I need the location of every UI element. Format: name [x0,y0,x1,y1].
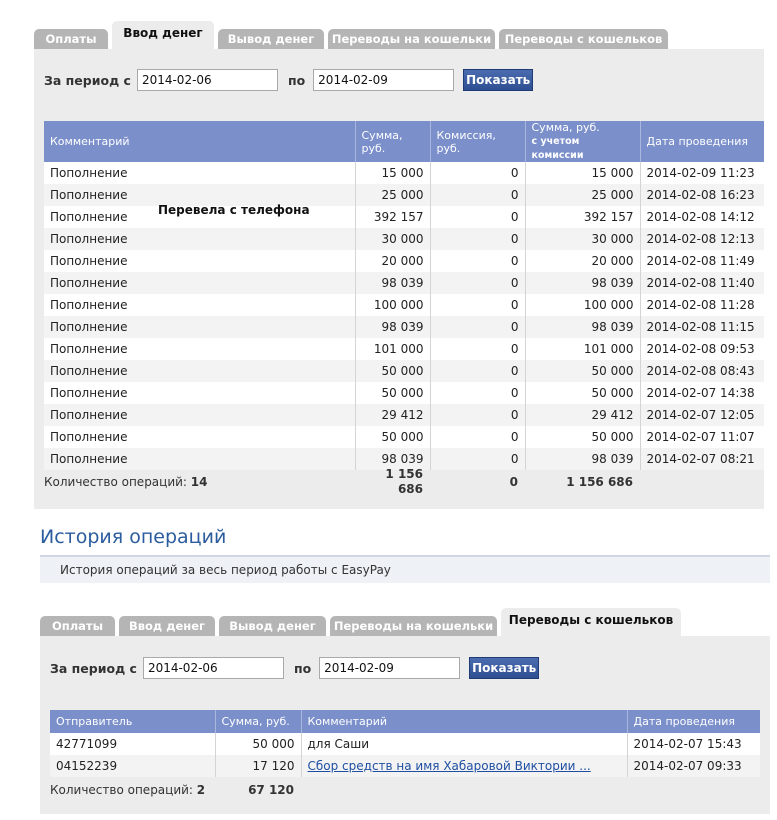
tab-deposit-2[interactable]: Ввод денег [119,616,215,636]
date-to-input-2[interactable] [319,657,460,679]
period-to-label: по [287,72,306,88]
period-from-label: За период с [44,72,131,88]
comment-link[interactable]: Сбор средств на имя Хабаровой Виктории ... [307,759,591,773]
row-comment: Пополнение [44,184,355,206]
top-total-fee: 0 [509,475,518,489]
top-operations-count: Количество операций: 14 [44,475,208,489]
row-fee: 0 [430,338,525,360]
row-fee: 0 [430,404,525,426]
row-date: 2014-02-08 11:40 [640,272,764,294]
table-row [44,338,764,360]
row-date: 2014-02-08 09:53 [640,338,764,360]
tab-transfers-from-wallets[interactable]: Переводы с кошельков [499,29,668,49]
row-sum-with-fee: 100 000 [525,294,640,316]
row-fee: 0 [430,448,525,470]
row-comment: Пополнение [44,162,355,184]
tab-transfers-to-wallets[interactable]: Переводы на кошельки [328,29,495,49]
row-sum-with-fee: 30 000 [525,228,640,250]
row-comment: Пополнение [44,338,355,360]
annotation-note: Перевела с телефона [158,203,310,217]
row-fee: 0 [430,228,525,250]
row-comment: для Саши [301,733,627,755]
tab-payments[interactable]: Оплаты [34,29,108,49]
row-fee: 0 [430,382,525,404]
row-date: 2014-02-08 11:15 [640,316,764,338]
col-date: Дата проведения [640,121,764,162]
row-date: 2014-02-07 08:21 [640,448,764,470]
row-fee: 0 [430,162,525,184]
table-row [44,426,764,448]
row-comment: Пополнение [44,448,355,470]
top-tabs [34,21,674,49]
top-total-sum: 1 156 686 [385,467,423,496]
history-info-bar [40,555,770,583]
row-sum: 98 039 [355,448,430,470]
row-fee: 0 [430,426,525,448]
row-sum-with-fee: 20 000 [525,250,640,272]
row-sum-with-fee: 15 000 [525,162,640,184]
row-sum: 30 000 [355,228,430,250]
table-row [44,162,764,184]
bottom-operations-count: Количество операций: 2 [50,783,206,797]
col-sum: Сумма, руб. [355,121,430,162]
row-sum: 392 157 [355,206,430,228]
tab-withdraw[interactable]: Вывод денег [218,29,324,49]
table-row [44,206,764,228]
row-sum: 100 000 [355,294,430,316]
row-sum-with-fee: 25 000 [525,184,640,206]
top-period-filter [44,69,533,91]
row-date: 2014-02-07 09:33 [627,755,760,777]
row-comment: Пополнение [44,404,355,426]
transfers-table [50,710,760,777]
tab-withdraw-2[interactable]: Вывод денег [219,616,326,636]
col-sender: Отправитель [50,710,215,733]
table-row [44,382,764,404]
row-comment: Пополнение [44,382,355,404]
row-sum: 101 000 [355,338,430,360]
row-date: 2014-02-07 11:07 [640,426,764,448]
table-row [44,228,764,250]
row-sum: 50 000 [215,733,301,755]
col-date-2: Дата проведения [627,710,760,733]
row-sum-with-fee: 50 000 [525,426,640,448]
bottom-tabs [40,608,685,636]
table-row [50,733,760,755]
row-date: 2014-02-07 14:38 [640,382,764,404]
show-button-2[interactable]: Показать [469,657,539,679]
row-date: 2014-02-09 11:23 [640,162,764,184]
row-sum-with-fee: 29 412 [525,404,640,426]
deposit-table [44,121,764,470]
table-row [44,294,764,316]
row-sum: 17 120 [215,755,301,777]
row-sum: 15 000 [355,162,430,184]
row-sender: 42771099 [50,733,215,755]
row-sum: 50 000 [355,426,430,448]
row-sum-with-fee: 98 039 [525,448,640,470]
row-fee: 0 [430,294,525,316]
table-row [50,755,760,777]
row-sum-with-fee: 101 000 [525,338,640,360]
row-sum: 50 000 [355,360,430,382]
row-sum-with-fee: 98 039 [525,272,640,294]
date-from-input-2[interactable] [143,657,284,679]
row-sum-with-fee: 98 039 [525,316,640,338]
row-comment: Пополнение [44,228,355,250]
row-comment: Пополнение [44,316,355,338]
row-comment: Пополнение [44,294,355,316]
row-sum: 98 039 [355,316,430,338]
col-comment: Комментарий [44,121,355,162]
col-sum-2: Сумма, руб. [215,710,301,733]
row-sum: 20 000 [355,250,430,272]
col-fee: Комиссия, руб. [430,121,525,162]
history-title: История операций [40,526,227,548]
row-comment [301,755,627,777]
row-fee: 0 [430,250,525,272]
row-comment: Пополнение [44,272,355,294]
table-row [44,184,764,206]
row-fee: 0 [430,316,525,338]
row-date: 2014-02-08 14:12 [640,206,764,228]
tab-deposit[interactable]: Ввод денег [112,21,214,49]
row-date: 2014-02-08 12:13 [640,228,764,250]
date-from-input[interactable] [137,69,278,91]
row-sender: 04152239 [50,755,215,777]
col-comment-2: Комментарий [301,710,627,733]
row-date: 2014-02-08 11:49 [640,250,764,272]
date-to-input[interactable] [313,69,454,91]
tab-transfers-to-wallets-2[interactable]: Переводы на кошельки [330,616,497,636]
tab-transfers-from-wallets-2[interactable]: Переводы с кошельков [501,608,681,636]
table-row [44,250,764,272]
table-row [44,316,764,338]
row-sum-with-fee: 392 157 [525,206,640,228]
table-row [44,360,764,382]
row-fee: 0 [430,184,525,206]
row-sum-with-fee: 50 000 [525,382,640,404]
row-sum: 50 000 [355,382,430,404]
row-comment: Пополнение [44,360,355,382]
history-info-text: История операций за весь период работы с EasyPay [60,563,391,577]
row-fee: 0 [430,272,525,294]
row-comment: Пополнение [44,250,355,272]
row-fee: 0 [430,360,525,382]
row-date: 2014-02-08 16:23 [640,184,764,206]
tab-payments-2[interactable]: Оплаты [40,616,115,636]
row-date: 2014-02-08 08:43 [640,360,764,382]
row-sum-with-fee: 50 000 [525,360,640,382]
show-button[interactable]: Показать [463,69,533,91]
period-from-label-2: За период с [50,660,137,676]
table-row [44,272,764,294]
row-comment: Пополнение [44,426,355,448]
bottom-total-sum: 67 120 [248,783,294,797]
col-sum-with-fee: Сумма, руб. с учетом комиссии [525,121,640,162]
row-sum: 25 000 [355,184,430,206]
row-fee: 0 [430,206,525,228]
bottom-period-filter [50,657,539,679]
row-sum: 29 412 [355,404,430,426]
top-total-with-fee: 1 156 686 [566,475,633,489]
row-date: 2014-02-08 11:28 [640,294,764,316]
row-date: 2014-02-07 12:05 [640,404,764,426]
row-date: 2014-02-07 15:43 [627,733,760,755]
row-comment: Пополнение [44,206,355,228]
period-to-label-2: по [293,660,312,676]
table-row [44,404,764,426]
row-sum: 98 039 [355,272,430,294]
